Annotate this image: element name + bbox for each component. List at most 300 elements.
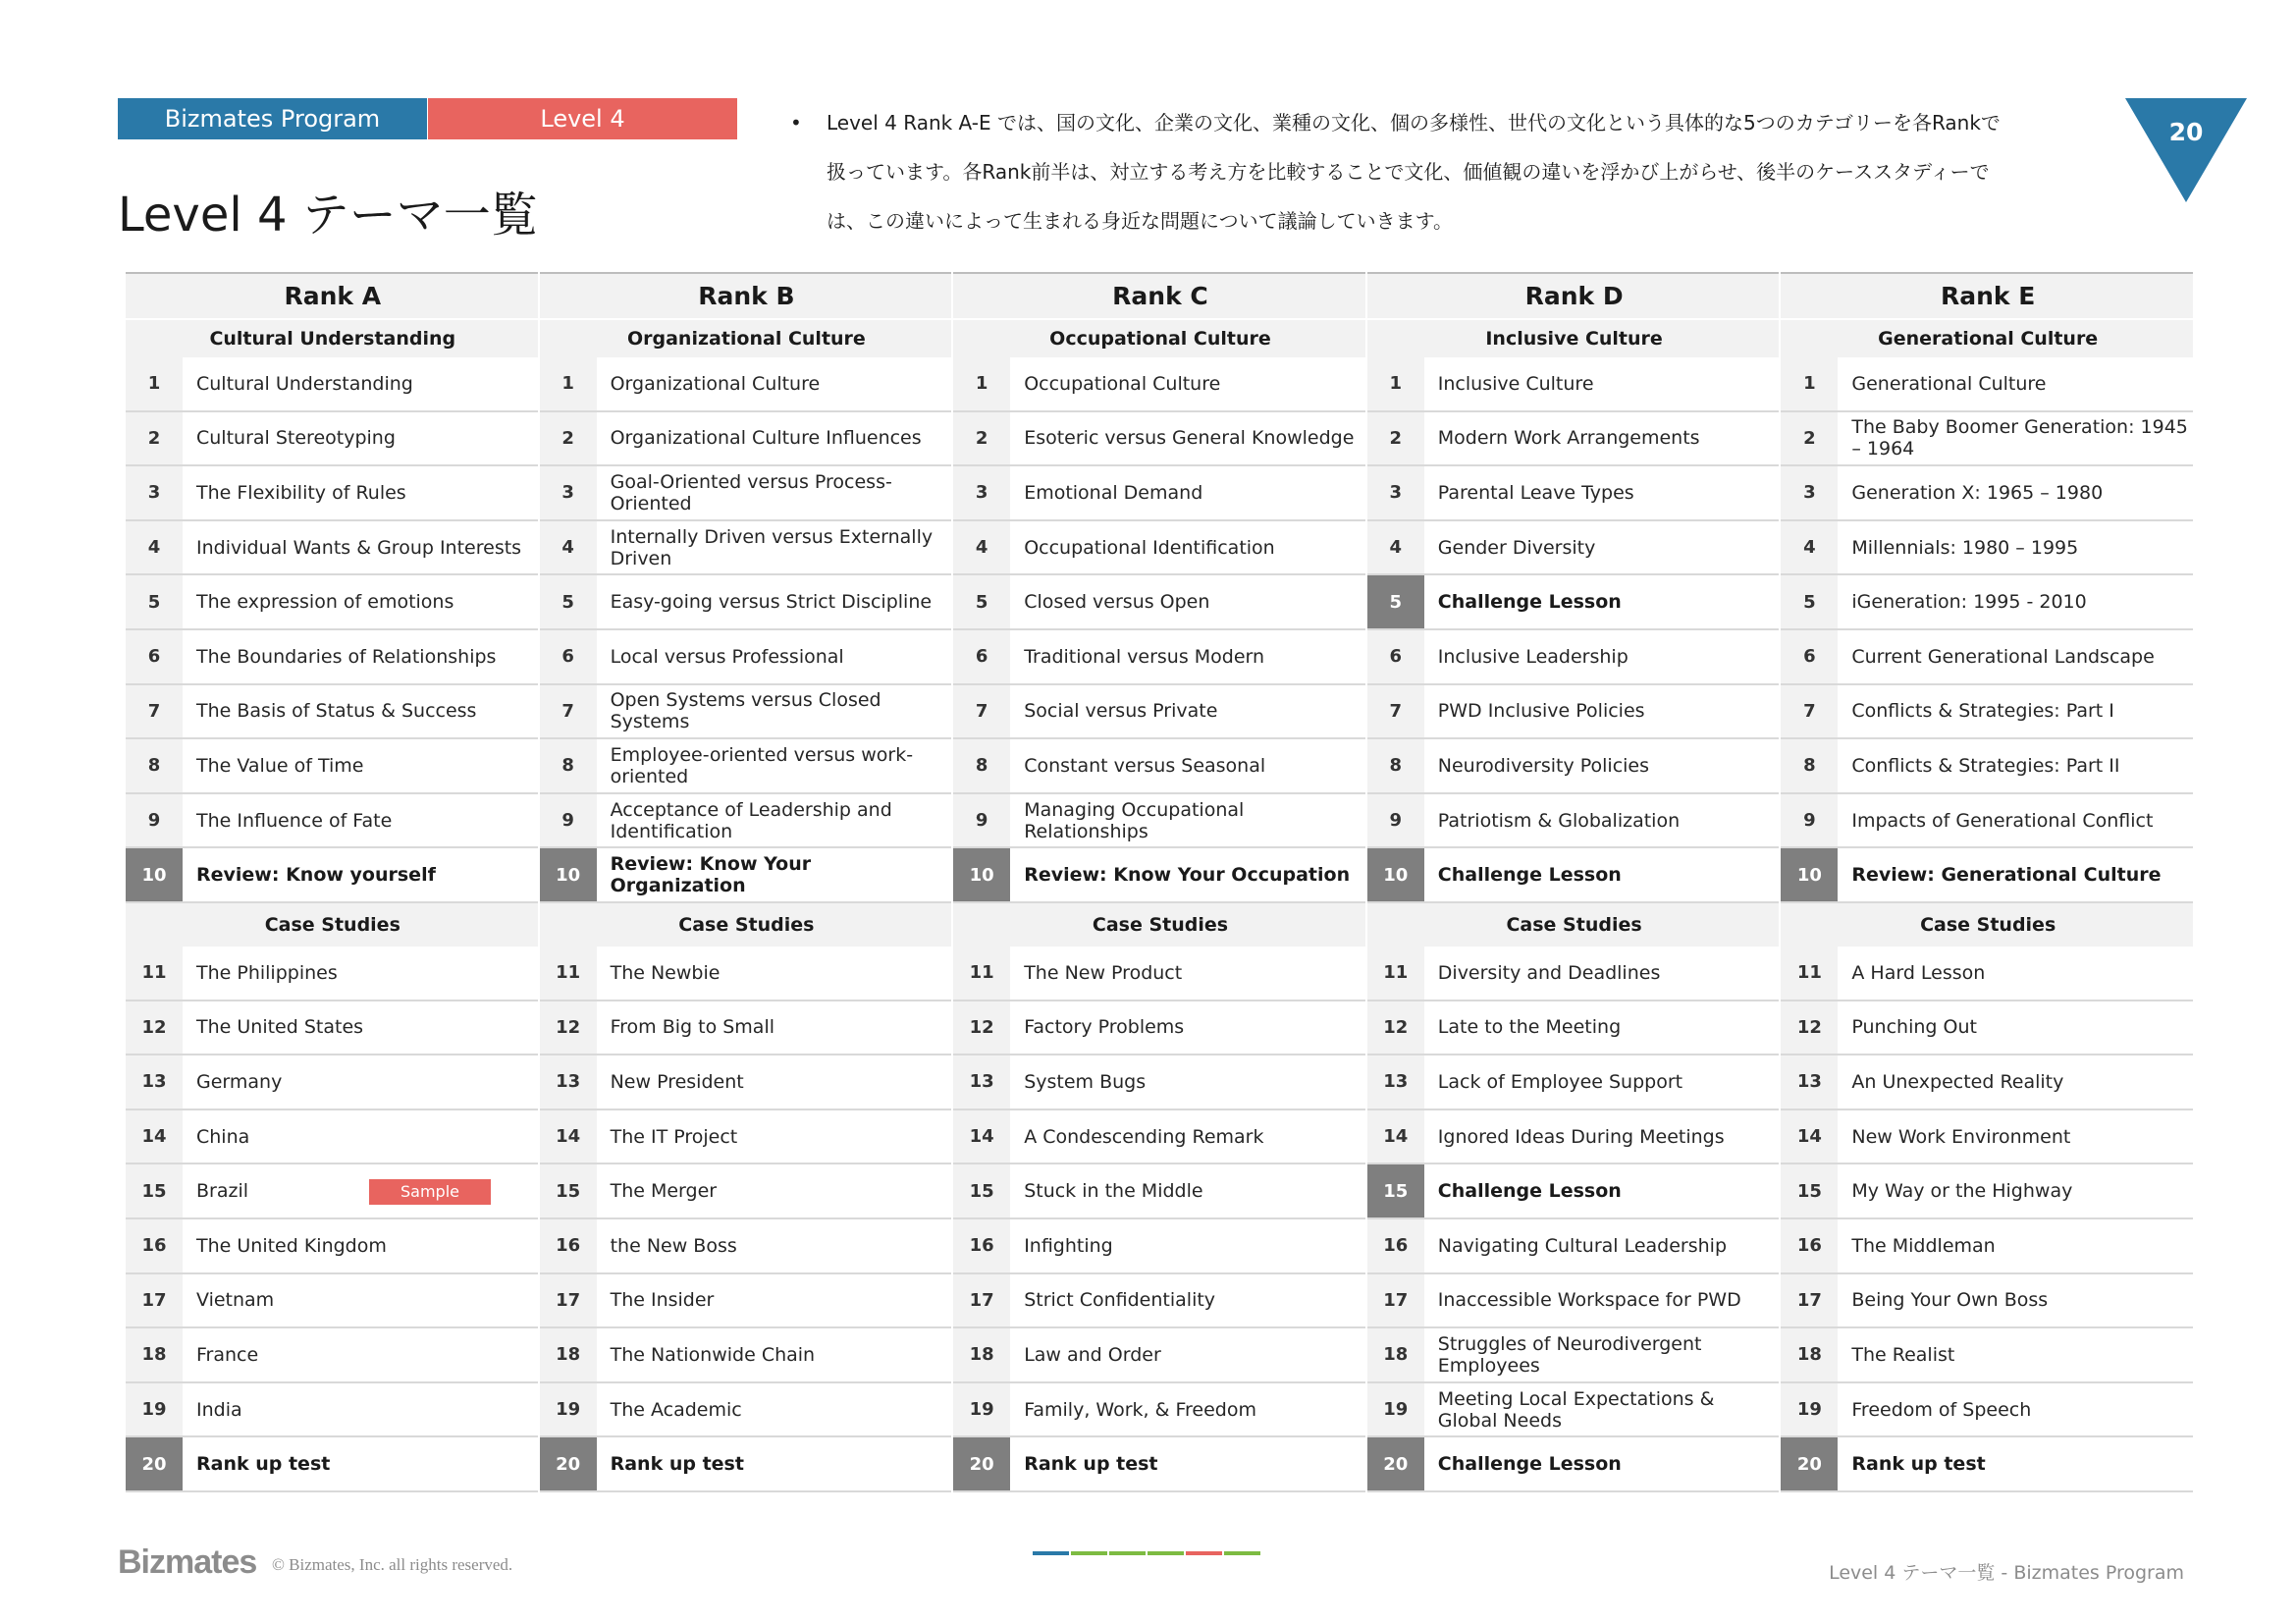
lesson-number: 10 — [126, 848, 183, 901]
lesson-title-text: Traditional versus Modern — [1024, 645, 1265, 668]
lesson-title — [1838, 848, 2195, 901]
lesson-title — [1838, 947, 2195, 1000]
lesson-title-text: The Influence of Fate — [196, 809, 393, 832]
lesson-list — [1367, 357, 1782, 903]
lesson-title-text: Gender Diversity — [1437, 536, 1596, 559]
lesson-number: 1 — [1367, 357, 1424, 410]
lesson-number: 3 — [1781, 466, 1838, 519]
lesson-number: 2 — [540, 412, 597, 465]
lesson-title — [183, 1383, 540, 1436]
lesson-title-text: Review: Generational Culture — [1851, 864, 2162, 887]
lesson-number: 19 — [1367, 1383, 1424, 1436]
lesson-number: 9 — [953, 794, 1010, 847]
lesson-title-text: Easy-going versus Strict Discipline — [610, 591, 933, 614]
lesson-title — [183, 357, 540, 410]
lesson-title-text: The Flexibility of Rules — [196, 481, 406, 504]
table-row — [126, 1274, 540, 1329]
lesson-number: 14 — [126, 1110, 183, 1163]
table-row — [540, 848, 954, 903]
lesson-title-text: China — [196, 1125, 250, 1148]
lesson-number: 9 — [126, 794, 183, 847]
lesson-title — [597, 794, 954, 847]
lesson-title-text: Inclusive Leadership — [1437, 645, 1629, 668]
table-row — [953, 1274, 1367, 1329]
lesson-title-text: India — [196, 1398, 242, 1421]
lesson-number: 18 — [1781, 1328, 1838, 1381]
lesson-title-text: Neurodiversity Policies — [1437, 754, 1650, 777]
lesson-title — [1838, 630, 2195, 683]
lesson-title — [1010, 575, 1367, 628]
table-row — [1781, 1110, 2195, 1165]
rank-header: Rank D — [1367, 272, 1782, 318]
theme-table — [126, 272, 2195, 1493]
lesson-title-text: France — [196, 1343, 259, 1366]
lesson-title — [1424, 739, 1782, 792]
lesson-title — [1010, 685, 1367, 738]
lesson-number: 3 — [126, 466, 183, 519]
lesson-title-text: Infighting — [1024, 1234, 1113, 1257]
lesson-title — [1838, 1055, 2195, 1109]
lesson-number: 7 — [1781, 685, 1838, 738]
lesson-number: 10 — [540, 848, 597, 901]
table-row — [540, 575, 954, 630]
lesson-title-text: Strict Confidentiality — [1024, 1289, 1216, 1312]
lesson-title-text: Law and Order — [1024, 1343, 1161, 1366]
lesson-number: 9 — [1367, 794, 1424, 847]
lesson-title-text: Meeting Local Expectations & Global Needs — [1437, 1387, 1715, 1432]
lesson-title-text: Being Your Own Boss — [1851, 1289, 2049, 1312]
table-row — [1367, 794, 1782, 849]
lesson-number: 12 — [1367, 1001, 1424, 1055]
lesson-title — [597, 947, 954, 1000]
lesson-number: 15 — [1367, 1164, 1424, 1217]
lesson-list — [540, 357, 954, 903]
table-row — [540, 1328, 954, 1383]
lesson-number: 3 — [953, 466, 1010, 519]
lesson-number: 11 — [953, 947, 1010, 1000]
lesson-title — [1424, 1219, 1782, 1272]
table-row — [540, 1437, 954, 1492]
lesson-title-text: Navigating Cultural Leadership — [1437, 1234, 1728, 1257]
lesson-title — [183, 1437, 540, 1490]
lesson-number: 20 — [1367, 1437, 1424, 1490]
category-header: Organizational Culture — [540, 318, 954, 357]
lesson-title — [1838, 1328, 2195, 1381]
lesson-title — [1010, 466, 1367, 519]
lesson-title — [1424, 1110, 1782, 1163]
page-title: Level 4 テーマ一覧 — [118, 188, 538, 243]
lesson-title — [1838, 1383, 2195, 1436]
lesson-title — [1838, 575, 2195, 628]
table-row — [953, 1001, 1367, 1056]
lesson-list — [126, 357, 540, 903]
lesson-title-text: Rank up test — [1024, 1453, 1158, 1476]
table-row — [540, 521, 954, 576]
lesson-title — [1424, 575, 1782, 628]
case-studies-header: Case Studies — [953, 903, 1367, 947]
table-row — [1781, 575, 2195, 630]
table-row — [126, 1437, 540, 1492]
table-row — [126, 357, 540, 412]
lesson-title-text: New Work Environment — [1851, 1125, 2071, 1148]
table-row — [126, 575, 540, 630]
intro-line: Level 4 Rank A-E では、国の文化、企業の文化、業種の文化、個の多様性、世代の文化という具体的な5つのカテゴリーを各Rankで — [827, 111, 2001, 135]
lesson-title-text: Emotional Demand — [1024, 481, 1203, 504]
lesson-number: 17 — [1367, 1274, 1424, 1327]
table-row — [1781, 739, 2195, 794]
table-row — [1781, 357, 2195, 412]
lesson-title — [1838, 1274, 2195, 1327]
lesson-number: 2 — [1781, 412, 1838, 465]
lesson-title-text: Modern Work Arrangements — [1437, 427, 1700, 450]
lesson-title — [597, 630, 954, 683]
lesson-title-text: Late to the Meeting — [1437, 1016, 1622, 1039]
table-row — [953, 685, 1367, 740]
lesson-title-text: My Way or the Highway — [1851, 1180, 2073, 1203]
lesson-number: 16 — [126, 1219, 183, 1272]
lesson-title-text: From Big to Small — [610, 1016, 775, 1039]
lesson-title — [1424, 412, 1782, 465]
lesson-title-text: Employee-oriented versus work-oriented — [610, 743, 914, 787]
lesson-title-text: The United Kingdom — [196, 1234, 387, 1257]
table-row — [1781, 947, 2195, 1001]
progress-segment — [1224, 1551, 1260, 1555]
lesson-title-text: Challenge Lesson — [1437, 864, 1622, 887]
lesson-number: 8 — [1781, 739, 1838, 792]
table-row — [1781, 1055, 2195, 1110]
case-studies-header: Case Studies — [540, 903, 954, 947]
lesson-title-text: Cultural Stereotyping — [196, 427, 396, 450]
lesson-title-text: Germany — [196, 1070, 283, 1093]
progress-segment — [1109, 1551, 1146, 1555]
lesson-title — [597, 521, 954, 574]
lesson-title — [597, 412, 954, 465]
lesson-title-text: Closed versus Open — [1024, 591, 1210, 614]
lesson-title — [183, 794, 540, 847]
table-row — [1367, 1110, 1782, 1165]
lesson-title — [1424, 521, 1782, 574]
lesson-title — [1010, 412, 1367, 465]
lesson-title — [1010, 1274, 1367, 1327]
table-row — [1781, 1383, 2195, 1438]
lesson-title-text: Millennials: 1980 – 1995 — [1851, 536, 2079, 559]
lesson-title — [1838, 521, 2195, 574]
progress-segment — [1071, 1551, 1107, 1555]
category-header: Cultural Understanding — [126, 318, 540, 357]
lesson-title — [1424, 1164, 1782, 1217]
lesson-title — [183, 1001, 540, 1055]
lesson-title — [183, 466, 540, 519]
lesson-title-text: Stuck in the Middle — [1024, 1180, 1203, 1203]
table-row — [953, 947, 1367, 1001]
lesson-number: 9 — [1781, 794, 1838, 847]
table-row — [1367, 630, 1782, 685]
lesson-list — [1781, 357, 2195, 903]
lesson-number: 19 — [1781, 1383, 1838, 1436]
lesson-title — [183, 412, 540, 465]
table-row — [126, 1383, 540, 1438]
table-row — [1367, 1437, 1782, 1492]
case-study-list — [126, 947, 540, 1492]
lesson-title — [1838, 685, 2195, 738]
lesson-number: 19 — [540, 1383, 597, 1436]
lesson-number: 18 — [126, 1328, 183, 1381]
lesson-number: 5 — [1781, 575, 1838, 628]
lesson-number: 17 — [540, 1274, 597, 1327]
rank-column — [1781, 272, 2195, 1493]
lesson-title-text: Esoteric versus General Knowledge — [1024, 427, 1355, 450]
lesson-title — [183, 1328, 540, 1381]
rank-column — [126, 272, 540, 1493]
category-header: Generational Culture — [1781, 318, 2195, 357]
table-row — [953, 1110, 1367, 1165]
lesson-title — [1838, 466, 2195, 519]
lesson-title-text: Struggles of Neurodivergent Employees — [1437, 1332, 1702, 1377]
lesson-number: 4 — [1781, 521, 1838, 574]
table-row — [126, 630, 540, 685]
lesson-title-text: The New Product — [1024, 961, 1183, 984]
lesson-number: 15 — [953, 1164, 1010, 1217]
table-row — [126, 466, 540, 521]
lesson-title — [597, 357, 954, 410]
table-row — [953, 794, 1367, 849]
lesson-title-text: Managing Occupational Relationships — [1024, 798, 1245, 842]
lesson-title — [1424, 947, 1782, 1000]
bullet-icon: • — [790, 111, 802, 135]
table-row — [953, 1055, 1367, 1110]
lesson-title — [183, 1219, 540, 1272]
lesson-title — [1424, 466, 1782, 519]
lesson-number: 1 — [1781, 357, 1838, 410]
lesson-number: 2 — [1367, 412, 1424, 465]
table-row — [1367, 1219, 1782, 1274]
lesson-number: 4 — [126, 521, 183, 574]
lesson-number: 5 — [126, 575, 183, 628]
lesson-title — [1010, 1219, 1367, 1272]
lesson-number: 9 — [540, 794, 597, 847]
rank-column — [953, 272, 1367, 1493]
lesson-title — [597, 1001, 954, 1055]
lesson-title — [1424, 685, 1782, 738]
lesson-title — [1010, 1437, 1367, 1490]
lesson-title — [1424, 1437, 1782, 1490]
lesson-number: 11 — [1367, 947, 1424, 1000]
case-study-list — [540, 947, 954, 1492]
table-row — [540, 630, 954, 685]
lesson-title — [597, 685, 954, 738]
lesson-number: 20 — [1781, 1437, 1838, 1490]
progress-segment — [1148, 1551, 1184, 1555]
lesson-title — [183, 739, 540, 792]
lesson-title — [1424, 848, 1782, 901]
category-header: Occupational Culture — [953, 318, 1367, 357]
intro-line: 扱っています。各Rank前半は、対立する考え方を比較することで文化、価値観の違いを浮かび上がらせ、後半のケーススタディーで — [827, 160, 1990, 184]
lesson-title-text: The Nationwide Chain — [610, 1343, 816, 1366]
lesson-number: 13 — [126, 1055, 183, 1109]
lesson-title-text: The Baby Boomer Generation: 1945 – 1964 — [1851, 416, 2188, 460]
lesson-title — [1838, 1110, 2195, 1163]
lesson-number: 6 — [1367, 630, 1424, 683]
lesson-number: 18 — [1367, 1328, 1424, 1381]
lesson-title-text: The Realist — [1851, 1343, 1955, 1366]
table-row — [1781, 1001, 2195, 1056]
lesson-title — [1424, 1055, 1782, 1109]
progress-segment — [1186, 1551, 1222, 1555]
lesson-title-text: Generational Culture — [1851, 372, 2047, 395]
lesson-title-text: Local versus Professional — [610, 645, 844, 668]
lesson-number: 7 — [953, 685, 1010, 738]
lesson-number: 14 — [1781, 1110, 1838, 1163]
table-row — [953, 1219, 1367, 1274]
lesson-title-text: The Boundaries of Relationships — [196, 645, 497, 668]
table-row — [1367, 1328, 1782, 1383]
lesson-title-text: Patriotism & Globalization — [1437, 809, 1681, 832]
lesson-title — [183, 848, 540, 901]
table-row — [126, 947, 540, 1001]
footer-logo: Bizmates — [118, 1543, 257, 1581]
lesson-number: 20 — [953, 1437, 1010, 1490]
table-row — [126, 739, 540, 794]
table-row — [953, 848, 1367, 903]
table-row — [1367, 947, 1782, 1001]
category-header: Inclusive Culture — [1367, 318, 1782, 357]
footer-page-title: Level 4 テーマ一覧 - Bizmates Program — [1829, 1562, 2184, 1584]
lesson-number: 10 — [1781, 848, 1838, 901]
lesson-title-text: System Bugs — [1024, 1070, 1147, 1093]
lesson-title — [597, 848, 954, 901]
lesson-title — [1010, 1164, 1367, 1217]
table-row — [1781, 848, 2195, 903]
table-row — [953, 1164, 1367, 1219]
table-row — [1367, 357, 1782, 412]
lesson-title-text: Individual Wants & Group Interests — [196, 536, 522, 559]
table-row — [126, 1001, 540, 1056]
table-row — [953, 575, 1367, 630]
table-row — [540, 412, 954, 467]
table-row — [540, 1274, 954, 1329]
lesson-title-text: The Value of Time — [196, 754, 364, 777]
lesson-title — [1010, 1055, 1367, 1109]
table-row — [540, 1383, 954, 1438]
lesson-title — [597, 1328, 954, 1381]
lesson-title — [183, 1055, 540, 1109]
lesson-number: 11 — [126, 947, 183, 1000]
lesson-number: 19 — [953, 1383, 1010, 1436]
program-badge: Bizmates Program — [118, 98, 427, 139]
lesson-title-text: The IT Project — [610, 1125, 738, 1148]
lesson-title-text: Conflicts & Strategies: Part I — [1851, 700, 2114, 723]
intro-text — [790, 98, 2086, 245]
table-row — [126, 1219, 540, 1274]
lesson-number: 12 — [126, 1001, 183, 1055]
table-row — [953, 1383, 1367, 1438]
lesson-title — [1838, 1437, 2195, 1490]
lesson-title-text: Freedom of Speech — [1851, 1398, 2032, 1421]
lesson-number: 14 — [953, 1110, 1010, 1163]
lesson-title — [1424, 630, 1782, 683]
lesson-title-text: Rank up test — [610, 1453, 744, 1476]
lesson-title — [1010, 1001, 1367, 1055]
lesson-title-text: Punching Out — [1851, 1016, 1977, 1039]
lesson-title — [597, 1055, 954, 1109]
lesson-number: 14 — [1367, 1110, 1424, 1163]
lesson-number: 12 — [953, 1001, 1010, 1055]
rank-column — [1367, 272, 1782, 1493]
lesson-title — [1838, 1001, 2195, 1055]
lesson-number: 4 — [953, 521, 1010, 574]
lesson-title — [597, 1164, 954, 1217]
lesson-title-text: Inaccessible Workspace for PWD — [1437, 1289, 1741, 1312]
table-row — [1781, 1274, 2195, 1329]
lesson-title — [1838, 412, 2195, 465]
lesson-title — [183, 685, 540, 738]
lesson-title — [1838, 794, 2195, 847]
lesson-number: 17 — [953, 1274, 1010, 1327]
case-studies-header: Case Studies — [1781, 903, 2195, 947]
lesson-title — [183, 1164, 540, 1217]
table-row — [126, 1164, 540, 1219]
lesson-title-text: The Middleman — [1851, 1234, 1996, 1257]
rank-header: Rank E — [1781, 272, 2195, 318]
table-row — [1367, 575, 1782, 630]
lesson-number: 15 — [126, 1164, 183, 1217]
lesson-title-text: Rank up test — [196, 1453, 331, 1476]
table-row — [1367, 848, 1782, 903]
lesson-title-text: The Basis of Status & Success — [196, 700, 477, 723]
table-row — [953, 1437, 1367, 1492]
table-row — [953, 1328, 1367, 1383]
lesson-number: 15 — [1781, 1164, 1838, 1217]
lesson-title-text: The expression of emotions — [196, 591, 454, 614]
table-row — [126, 1328, 540, 1383]
lesson-number: 7 — [540, 685, 597, 738]
table-row — [1367, 521, 1782, 576]
lesson-number: 6 — [1781, 630, 1838, 683]
lesson-number: 1 — [540, 357, 597, 410]
table-row — [953, 357, 1367, 412]
lesson-title — [183, 1110, 540, 1163]
lesson-title — [1838, 357, 2195, 410]
table-row — [1781, 794, 2195, 849]
table-row — [1781, 1164, 2195, 1219]
table-row — [953, 739, 1367, 794]
lesson-number: 16 — [540, 1219, 597, 1272]
table-row — [1367, 412, 1782, 467]
lesson-number: 15 — [540, 1164, 597, 1217]
table-row — [540, 1001, 954, 1056]
lesson-title-text: Factory Problems — [1024, 1016, 1185, 1039]
lesson-title-text: Challenge Lesson — [1437, 591, 1622, 614]
lesson-title-text: Cultural Understanding — [196, 372, 413, 395]
case-studies-header: Case Studies — [126, 903, 540, 947]
table-row — [953, 412, 1367, 467]
sample-badge[interactable]: Sample — [369, 1179, 491, 1205]
page-number: 20 — [2168, 118, 2204, 146]
table-row — [1367, 685, 1782, 740]
lesson-title-text: The Newbie — [610, 961, 721, 984]
lesson-number: 20 — [126, 1437, 183, 1490]
lesson-number: 4 — [540, 521, 597, 574]
lesson-title — [1010, 1110, 1367, 1163]
lesson-number: 1 — [126, 357, 183, 410]
lesson-number: 5 — [540, 575, 597, 628]
lesson-title — [1838, 739, 2195, 792]
table-row — [540, 947, 954, 1001]
rank-header: Rank B — [540, 272, 954, 318]
lesson-title-text: Parental Leave Types — [1437, 481, 1634, 504]
lesson-number: 3 — [540, 466, 597, 519]
lesson-title-text: Review: Know Your Occupation — [1024, 864, 1351, 887]
